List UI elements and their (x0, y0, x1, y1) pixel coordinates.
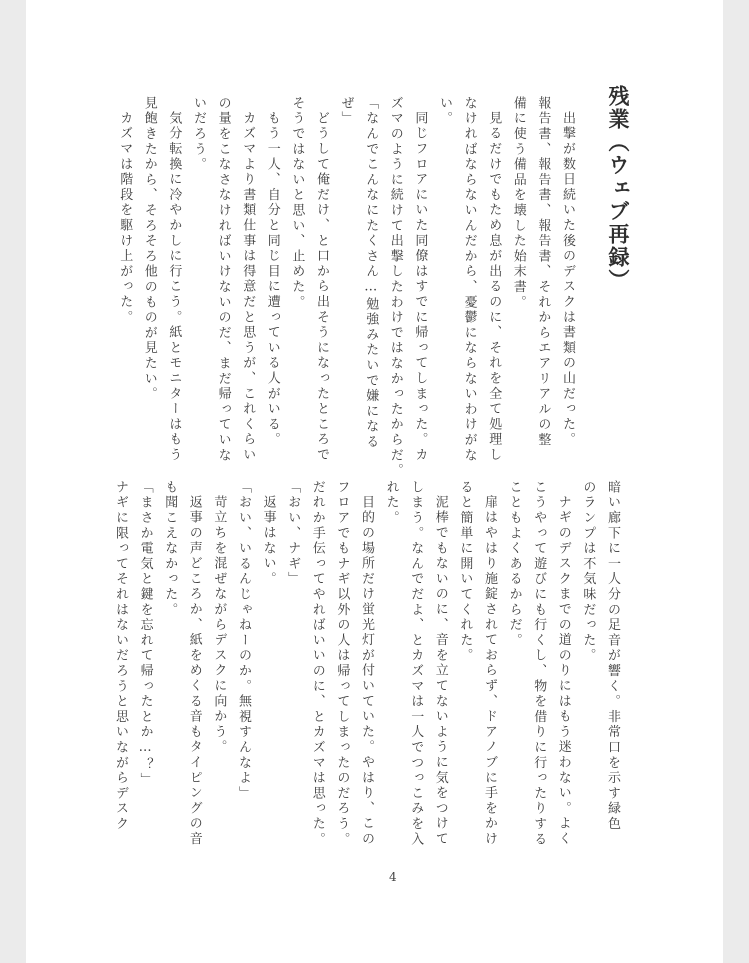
text-line: 返事の声どころか、紙をめくる音もタイピングの音 (186, 495, 202, 847)
text-line: のランプは不気味だった。 (580, 480, 596, 664)
text-line: カズマより書類仕事は得意だと思うが、これくらい (240, 111, 256, 463)
text-line: いだろう。 (191, 96, 206, 173)
text-line: ると簡単に開いてくれた。 (457, 480, 473, 664)
text-line: い。 (437, 96, 452, 127)
document-page (26, 0, 723, 963)
text-line: 苛立ちを混ぜながらデスクに向かう。 (211, 495, 227, 756)
text-line: だれか手伝ってやればいいのに、とカズマは思った。 (309, 480, 325, 848)
chapter-title: 残業（ウェブ再録） (606, 85, 631, 292)
text-line: カズマは階段を駆け上がった。 (117, 111, 133, 326)
text-line: こともよくあるからだ。 (506, 480, 522, 649)
text-line: 見るだけでもため息が出るのに、それを全て処理し (486, 111, 502, 463)
page-number: 4 (389, 870, 397, 884)
text-line: も聞こえなかった。 (162, 480, 178, 618)
text-line: 同じフロアにいた同僚はすでに帰ってしまった。カ (412, 111, 428, 463)
text-line: 目的の場所だけ蛍光灯が付いていた。やはり、この (359, 495, 374, 847)
text-line: どうして俺だけ、と口から出そうになったところで (314, 111, 329, 463)
text-line: 気分転換に冷やかしに行こう。紙とモニターはもう (166, 111, 182, 463)
text-line: 見飽きたから、そろそろ他のものが見たい。 (141, 96, 157, 402)
text-line: れた。 (383, 480, 399, 526)
text-line: 返事はない。 (260, 495, 276, 587)
text-line: ナギのデスクまでの道のりにはもう迷わない。よく (555, 495, 571, 847)
text-line: もう一人、自分と同じ目に遭っている人がいる。 (264, 111, 280, 448)
text-line: 「なんでこんなにたくさん…勉強みたいで嫌になる (363, 96, 379, 450)
text-line: フロアでもナギ以外の人は帰ってしまったのだろう。 (334, 480, 350, 848)
text-line: ナギに限ってそれはないだろうと思いながらデスク (113, 480, 128, 832)
text-line: 扉はやはり施錠されておらず、ドアノブに手をかけ (482, 495, 497, 847)
text-line: 報告書、報告書、報告書、それからエアリアルの整 (535, 96, 551, 448)
text-line: しまう。なんでだよ、とカズマは一人でつっこみを入 (408, 480, 424, 848)
text-line: の量をこなさなければいけないのだ、まだ帰っていな (215, 96, 231, 464)
text-line: ズマのように続けて出撃したわけではなかったからだ。 (387, 96, 403, 479)
text-line: 「おい、いるんじゃねーのか。無視すんなよ」 (236, 480, 251, 802)
text-line: なければならないんだから、憂鬱にならないわけがな (461, 96, 477, 464)
text-line: 暗い廊下に一人分の足音が響く。非常口を示す緑色 (605, 480, 620, 832)
text-line: 備に使う備品を壊した始末書。 (510, 96, 526, 311)
text-line: 出撃が数日続いた後のデスクは書類の山だった。 (560, 111, 575, 448)
text-line: ぜ」 (338, 96, 354, 127)
text-line: こうやって遊びにも行くし、物を借りに行ったりする (531, 480, 547, 848)
text-line: そうではないと思い、止めた。 (289, 96, 305, 311)
text-line: 「まさか電気と鍵を忘れて帰ったとか…？」 (137, 480, 153, 788)
text-line: 泥棒でもないのに、音を立てないように気をつけて (432, 495, 448, 847)
text-line: 「おい、ナギ」 (285, 480, 301, 588)
